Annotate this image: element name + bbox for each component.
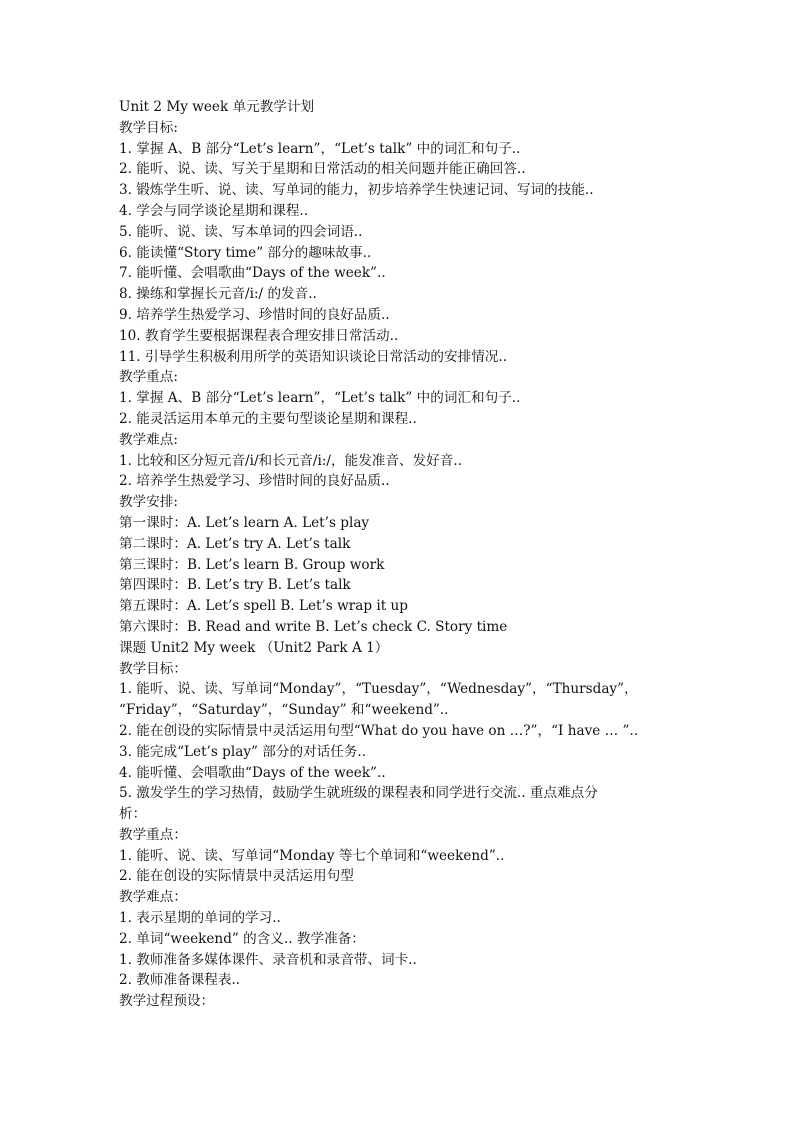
text-line: 教学难点： [119,889,187,906]
text-line: 2. 能在创设的实际情景中灵活运用句型 [119,868,354,885]
text-line: 第四课时：B. Let’s try B. Let’s talk [119,577,351,594]
text-line: 1. 表示星期的单词的学习.. [119,910,281,927]
text-line: 9. 培养学生热爱学习、珍惜时间的良好品质.. [119,306,390,323]
text-line: 析： [119,806,147,823]
text-line: “Friday”，“Saturday”，“Sunday” 和“weekend”.. [119,702,449,719]
text-line: 5. 能听、说、读、写本单词的四会词语.. [119,223,363,240]
text-line: 1. 能听、说、读、写单词“Monday 等七个单词和“weekend”.. [119,847,505,864]
text-line: 第二课时：A. Let’s try A. Let’s talk [119,535,351,552]
text-line: 第五课时：A. Let’s spell B. Let’s wrap it up [119,598,408,615]
text-line: 10. 教育学生要根据课程表合理安排日常活动.. [119,327,399,344]
text-line: 第一课时：A. Let’s learn A. Let’s play [119,514,370,531]
document-page [119,97,689,1012]
text-line: Unit 2 My week 单元教学计划 [119,99,315,115]
text-line: 8. 操练和掌握长元音/i:/ 的发音.. [119,286,317,303]
text-line: 教学目标： [119,660,187,677]
text-line: 3. 能完成“Let’s play” 部分的对话任务.. [119,743,367,760]
text-line: 2. 能听、说、读、写关于星期和日常活动的相关问题并能正确回答.. [119,161,526,178]
text-line: 4. 学会与同学谈论星期和课程.. [119,202,309,219]
text-line: 教学难点: [119,431,178,448]
text-line: 教学安排: [119,494,178,511]
text-line: 11. 引导学生积极利用所学的英语知识谈论日常活动的安排情况.. [119,348,508,365]
text-line: 3. 锻炼学生听、说、读、写单词的能力，初步培养学生快速记词、写词的技能.. [119,182,594,199]
text-line: 2. 单词“weekend” 的含义.. 教学准备： [119,930,365,947]
text-line: 1. 能听、说、读、写单词“Monday”，“Tuesday”，“Wednesday”，“Thursday”， [119,681,638,698]
text-line: 4. 能听懂、会唱歌曲“Days of the week”.. [119,764,386,781]
text-line: 教学过程预设： [119,993,215,1010]
text-line: 教学重点： [119,826,187,843]
text-line: 教学重点: [119,369,178,386]
text-line: 教学目标: [119,119,178,136]
text-line: 2. 能灵活运用本单元的主要句型谈论星期和课程.. [119,410,417,427]
text-line: 2. 培养学生热爱学习、珍惜时间的良好品质.. [119,473,390,490]
text-line: 7. 能听懂、会唱歌曲“Days of the week”.. [119,265,386,282]
text-line: 1. 教师准备多媒体课件、录音机和录音带、词卡.. [119,951,417,968]
text-line: 2. 能在创设的实际情景中灵活运用句型“What do you have on …?”，“I have … ”.. [119,722,639,739]
text-line: 第三课时：B. Let’s learn B. Group work [119,556,385,573]
text-line: 2. 教师准备课程表.. [119,972,241,989]
text-line: 1. 比较和区分短元音/i/和长元音/i:/，能发准音、发好音.. [119,452,462,469]
text-line: 5. 激发学生的学习热情，鼓励学生就班级的课程表和同学进行交流.. 重点难点分 [119,785,598,802]
text-line: 课题 Unit2 My week （Unit2 Park A 1） [119,639,389,656]
text-line: 第六课时：B. Read and write B. Let’s check C. Story time [119,618,508,635]
text-line: 6. 能读懂“Story time” 部分的趣味故事.. [119,244,372,261]
text-line: 1. 掌握 A、B 部分“Let’s learn”，“Let’s talk” 中的词汇和句子.. [119,390,521,407]
text-line: 1. 掌握 A、B 部分“Let’s learn”，“Let’s talk” 中的词汇和句子.. [119,140,521,157]
